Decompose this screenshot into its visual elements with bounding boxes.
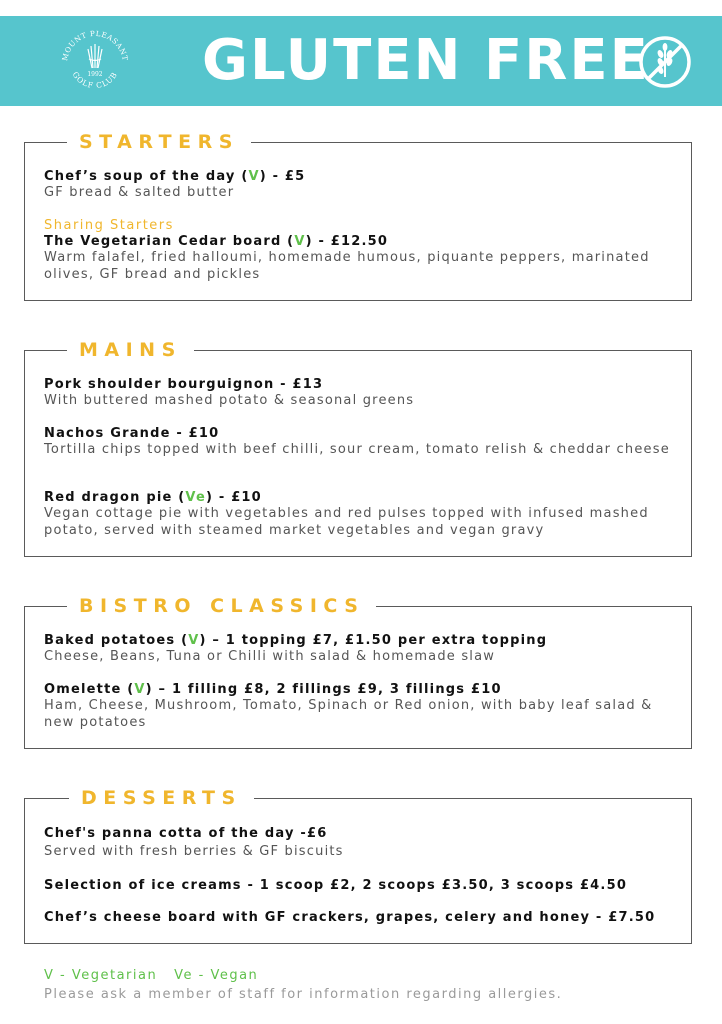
- vegan-tag: Ve: [185, 490, 206, 505]
- menu-item: [44, 169, 675, 202]
- diet-legend: V - Vegetarian Ve - Vegan: [44, 968, 259, 983]
- menu-item: [44, 682, 675, 731]
- item-description: Warm falafel, fried halloumi, homemade humous, piquante peppers, marinated olives, GF bread and pickles: [44, 250, 650, 282]
- section-starters: [24, 131, 692, 301]
- svg-text:GOLF CLUB: GOLF CLUB: [70, 70, 120, 91]
- golf-club-logo: [58, 24, 132, 98]
- item-name: Selection of ice creams - 1 scoop £2, 2 scoops £3.50, 3 scoops £4.50: [44, 878, 628, 893]
- section-title: BISTRO CLASSICS: [67, 593, 376, 619]
- veg-tag: V: [188, 633, 200, 648]
- section-title: DESSERTS: [69, 785, 254, 811]
- header-banner: [0, 16, 722, 106]
- section-mains: [24, 339, 692, 557]
- item-name: Baked potatoes (V) – 1 topping £7, £1.50 per extra topping: [44, 633, 548, 648]
- item-name: Omelette (V) – 1 filling £8, 2 fillings £9, 3 fillings £10: [44, 682, 502, 697]
- item-name: Nachos Grande - £10: [44, 426, 220, 441]
- veg-tag: V: [248, 169, 260, 184]
- veg-tag: V: [134, 682, 146, 697]
- item-name: Chef’s soup of the day (V) - £5: [44, 169, 306, 184]
- svg-text:MOUNT PLEASANT: MOUNT PLEASANT: [60, 28, 130, 62]
- sub-heading: Sharing Starters: [44, 218, 174, 233]
- item-description: Tortilla chips topped with beef chilli, sour cream, tomato relish & cheddar cheese: [44, 442, 670, 457]
- no-wheat-icon: [638, 35, 692, 89]
- menu-item: [44, 826, 675, 861]
- allergy-note: Please ask a member of staff for information regarding allergies.: [44, 987, 563, 1002]
- section-title: STARTERS: [67, 129, 251, 155]
- menu-item: [44, 910, 675, 926]
- menu-item: [44, 490, 675, 539]
- item-description: Cheese, Beans, Tuna or Chilli with salad & homemade slaw: [44, 649, 496, 664]
- item-description: With buttered mashed potato & seasonal greens: [44, 393, 415, 408]
- item-name: Red dragon pie (Ve) - £10: [44, 490, 262, 505]
- menu-item: [44, 377, 675, 410]
- page-title: GLUTEN FREE: [202, 28, 650, 93]
- menu-item: [44, 633, 675, 666]
- item-name: Chef’s cheese board with GF crackers, grapes, celery and honey - £7.50: [44, 910, 656, 925]
- footer: [44, 968, 562, 1004]
- menu-item: [44, 878, 675, 894]
- section-title: MAINS: [67, 337, 194, 363]
- item-name: Pork shoulder bourguignon - £13: [44, 377, 324, 392]
- item-name: Chef's panna cotta of the day -£6: [44, 826, 328, 841]
- veg-tag: V: [294, 234, 306, 249]
- item-description: Vegan cottage pie with vegetables and red pulses topped with infused mashed potato, served with steamed market vegetables and vegan gravy: [44, 506, 649, 538]
- section-desserts: [24, 787, 692, 944]
- item-description: Served with fresh berries & GF biscuits: [44, 844, 344, 859]
- item-description: Ham, Cheese, Mushroom, Tomato, Spinach or Red onion, with baby leaf salad & new potatoes: [44, 698, 653, 730]
- menu-item: [44, 426, 675, 459]
- menu-item: [44, 218, 675, 283]
- section-bistro-classics: [24, 595, 692, 749]
- item-name: The Vegetarian Cedar board (V) - £12.50: [44, 234, 389, 249]
- item-description: GF bread & salted butter: [44, 185, 235, 200]
- svg-text:1992: 1992: [87, 71, 103, 78]
